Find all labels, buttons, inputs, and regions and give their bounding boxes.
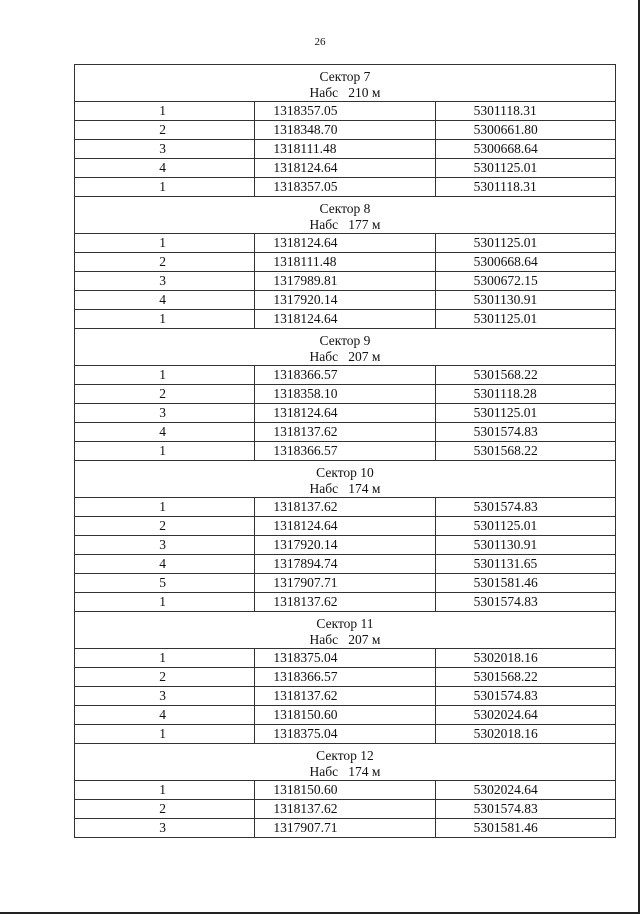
- coordinate-x: 1318348.70: [255, 121, 435, 140]
- point-number: [75, 800, 255, 819]
- coordinate-x: 1318358.10: [255, 385, 435, 404]
- sector-header-row: [75, 612, 616, 649]
- point-number-text: 1: [159, 367, 167, 382]
- coordinate-x: 1318111.48: [255, 253, 435, 272]
- point-number-text: 2: [159, 386, 167, 401]
- point-number-text: 3: [159, 688, 167, 703]
- sector-header: [75, 329, 616, 366]
- point-number: [75, 725, 255, 744]
- point-number-text: 2: [159, 669, 167, 684]
- coordinate-x: 1318357.05: [255, 178, 435, 197]
- point-number-text: 1: [159, 443, 167, 458]
- table-row: [75, 272, 616, 291]
- sector-height: Набс 207 м: [309, 632, 381, 647]
- point-number: [75, 517, 255, 536]
- sector-title: Сектор 9: [319, 333, 371, 348]
- coordinate-y: 5300672.15: [435, 272, 615, 291]
- point-number-text: 4: [159, 292, 167, 307]
- coordinate-y: 5301125.01: [435, 517, 615, 536]
- point-number-text: 1: [159, 594, 167, 609]
- coordinate-x: 1318357.05: [255, 102, 435, 121]
- point-number-text: 4: [159, 424, 167, 439]
- point-number-text: 1: [159, 235, 167, 250]
- sector-title: Сектор 12: [316, 748, 374, 763]
- coordinate-x: 1318124.64: [255, 234, 435, 253]
- point-number: [75, 253, 255, 272]
- sector-title: Сектор 8: [319, 201, 371, 216]
- point-number-text: 3: [159, 141, 167, 156]
- table-row: [75, 574, 616, 593]
- sector-header-row: [75, 461, 616, 498]
- table-row: [75, 555, 616, 574]
- sector-height: Набс 174 м: [309, 764, 381, 779]
- point-number: [75, 536, 255, 555]
- point-number-text: 3: [159, 273, 167, 288]
- coordinate-y: 5301568.22: [435, 366, 615, 385]
- coordinate-x: 1317920.14: [255, 291, 435, 310]
- coordinate-x: 1318124.64: [255, 517, 435, 536]
- point-number: [75, 555, 255, 574]
- coordinate-y: 5302024.64: [435, 706, 615, 725]
- table-row: [75, 310, 616, 329]
- table-row: [75, 536, 616, 555]
- coordinate-y: 5301118.31: [435, 102, 615, 121]
- coordinate-y: 5302018.16: [435, 649, 615, 668]
- point-number: [75, 310, 255, 329]
- coordinate-x: 1318366.57: [255, 442, 435, 461]
- coordinate-x: 1317907.71: [255, 819, 435, 838]
- table-row: [75, 442, 616, 461]
- point-number: [75, 102, 255, 121]
- point-number-text: 2: [159, 801, 167, 816]
- sector-height: Набс 177 м: [309, 217, 381, 232]
- table-row: [75, 234, 616, 253]
- coordinate-y: 5302024.64: [435, 781, 615, 800]
- point-number-text: 4: [159, 707, 167, 722]
- coordinate-y: 5301568.22: [435, 668, 615, 687]
- table-row: [75, 178, 616, 197]
- point-number-text: 2: [159, 254, 167, 269]
- point-number-text: 1: [159, 179, 167, 194]
- coordinate-y: 5301581.46: [435, 819, 615, 838]
- table-row: [75, 687, 616, 706]
- table-row: [75, 668, 616, 687]
- coordinate-x: 1318111.48: [255, 140, 435, 159]
- coordinate-y: 5301574.83: [435, 687, 615, 706]
- point-number-text: 4: [159, 160, 167, 175]
- coordinate-y: 5301568.22: [435, 442, 615, 461]
- table-row: [75, 725, 616, 744]
- table-row: [75, 159, 616, 178]
- sector-height: Набс 207 м: [309, 349, 381, 364]
- point-number: [75, 574, 255, 593]
- sector-title: Сектор 10: [316, 465, 374, 480]
- table-row: [75, 819, 616, 838]
- coordinate-x: 1318150.60: [255, 781, 435, 800]
- table-row: [75, 404, 616, 423]
- point-number-text: 1: [159, 311, 167, 326]
- point-number-text: 4: [159, 556, 167, 571]
- point-number: [75, 404, 255, 423]
- table-row: [75, 593, 616, 612]
- sector-header-row: [75, 329, 616, 366]
- coordinate-y: 5301125.01: [435, 404, 615, 423]
- sector-title: Сектор 7: [319, 69, 371, 84]
- table-row: [75, 102, 616, 121]
- coordinate-y: 5301574.83: [435, 593, 615, 612]
- coordinate-y: 5301574.83: [435, 498, 615, 517]
- coordinate-x: 1317894.74: [255, 555, 435, 574]
- coordinate-x: 1318375.04: [255, 649, 435, 668]
- sector-header-row: [75, 65, 616, 102]
- point-number: [75, 668, 255, 687]
- sector-header: [75, 197, 616, 234]
- coordinate-x: 1318137.62: [255, 687, 435, 706]
- table-row: [75, 498, 616, 517]
- coordinate-x: 1318137.62: [255, 498, 435, 517]
- coordinates-table: [74, 64, 616, 838]
- coordinate-y: 5301574.83: [435, 800, 615, 819]
- sector-header-row: [75, 744, 616, 781]
- table-row: [75, 291, 616, 310]
- coordinate-y: 5301118.31: [435, 178, 615, 197]
- point-number: [75, 121, 255, 140]
- table-row: [75, 366, 616, 385]
- point-number: [75, 385, 255, 404]
- point-number-text: 3: [159, 820, 167, 835]
- table-row: [75, 423, 616, 442]
- coordinate-y: 5301125.01: [435, 310, 615, 329]
- sector-height: Набс 210 м: [309, 85, 381, 100]
- point-number: [75, 687, 255, 706]
- coordinate-x: 1317907.71: [255, 574, 435, 593]
- coordinate-y: 5300668.64: [435, 253, 615, 272]
- coordinate-x: 1317920.14: [255, 536, 435, 555]
- point-number-text: 1: [159, 726, 167, 741]
- table-row: [75, 385, 616, 404]
- point-number: [75, 234, 255, 253]
- point-number: [75, 291, 255, 310]
- point-number: [75, 819, 255, 838]
- sector-header: [75, 461, 616, 498]
- point-number: [75, 272, 255, 291]
- point-number-text: 2: [159, 122, 167, 137]
- coordinate-x: 1318124.64: [255, 310, 435, 329]
- point-number: [75, 423, 255, 442]
- table-row: [75, 253, 616, 272]
- coordinate-y: 5301125.01: [435, 159, 615, 178]
- sector-height: Набс 174 м: [309, 481, 381, 496]
- point-number: [75, 593, 255, 612]
- point-number: [75, 159, 255, 178]
- coordinate-y: 5302018.16: [435, 725, 615, 744]
- coordinate-x: 1318124.64: [255, 159, 435, 178]
- table-row: [75, 800, 616, 819]
- coordinate-x: 1317989.81: [255, 272, 435, 291]
- coordinate-x: 1318366.57: [255, 668, 435, 687]
- coordinate-x: 1318137.62: [255, 800, 435, 819]
- point-number: [75, 366, 255, 385]
- sector-header-row: [75, 197, 616, 234]
- table-row: [75, 140, 616, 159]
- coordinate-x: 1318375.04: [255, 725, 435, 744]
- coordinate-y: 5301125.01: [435, 234, 615, 253]
- table-row: [75, 121, 616, 140]
- coordinate-x: 1318137.62: [255, 593, 435, 612]
- point-number-text: 5: [159, 575, 167, 590]
- coordinates-table-body: [75, 65, 616, 838]
- coordinate-y: 5300661.80: [435, 121, 615, 140]
- point-number: [75, 498, 255, 517]
- coordinate-x: 1318366.57: [255, 366, 435, 385]
- sector-header: [75, 744, 616, 781]
- coordinate-y: 5300668.64: [435, 140, 615, 159]
- coordinate-y: 5301574.83: [435, 423, 615, 442]
- coordinate-x: 1318137.62: [255, 423, 435, 442]
- point-number-text: 3: [159, 537, 167, 552]
- table-row: [75, 649, 616, 668]
- coordinate-y: 5301118.28: [435, 385, 615, 404]
- coordinate-x: 1318150.60: [255, 706, 435, 725]
- point-number: [75, 178, 255, 197]
- coordinate-y: 5301130.91: [435, 536, 615, 555]
- sector-header: [75, 612, 616, 649]
- point-number: [75, 649, 255, 668]
- point-number: [75, 781, 255, 800]
- coordinate-x: 1318124.64: [255, 404, 435, 423]
- sector-title: Сектор 11: [316, 616, 374, 631]
- point-number-text: 1: [159, 650, 167, 665]
- coordinate-y: 5301130.91: [435, 291, 615, 310]
- point-number: [75, 442, 255, 461]
- table-row: [75, 781, 616, 800]
- sector-header: [75, 65, 616, 102]
- coordinate-y: 5301581.46: [435, 574, 615, 593]
- coordinate-y: 5301131.65: [435, 555, 615, 574]
- point-number: [75, 140, 255, 159]
- point-number-text: 1: [159, 499, 167, 514]
- point-number-text: 3: [159, 405, 167, 420]
- table-row: [75, 517, 616, 536]
- table-row: [75, 706, 616, 725]
- point-number-text: 1: [159, 782, 167, 797]
- point-number-text: 2: [159, 518, 167, 533]
- point-number: [75, 706, 255, 725]
- point-number-text: 1: [159, 103, 167, 118]
- page-number: 26: [314, 36, 326, 48]
